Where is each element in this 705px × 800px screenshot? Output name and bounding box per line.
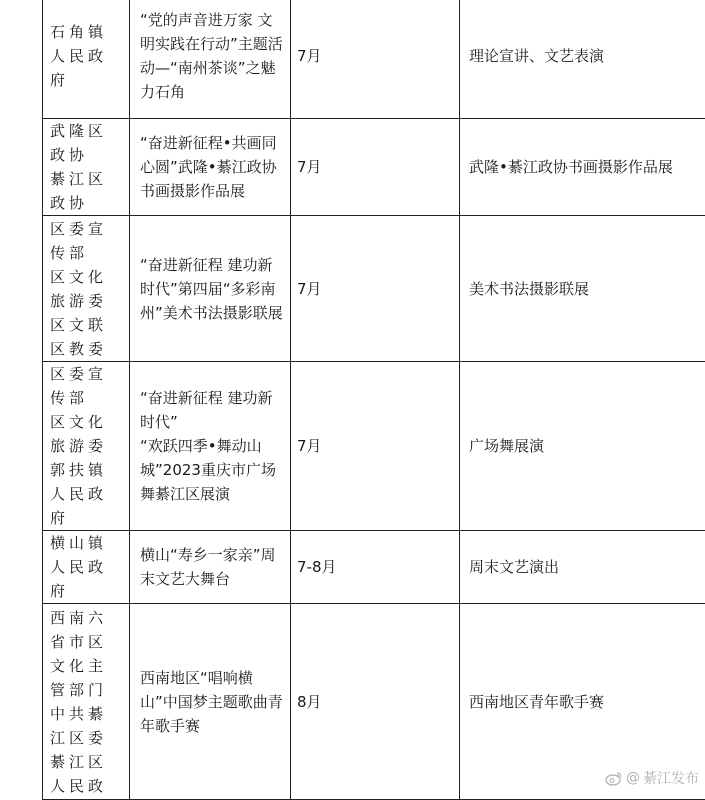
time-cell: 7月 <box>291 362 460 531</box>
organizer-cell: 区委宣 传部 区文化 旅游委 区文联 区教委 <box>43 216 130 362</box>
organizer-cell: 横山镇 人民政 府 <box>43 531 130 604</box>
organizer-cell: 石角镇 人民政 府 <box>43 0 130 119</box>
watermark-at: @ <box>626 770 640 786</box>
weibo-watermark <box>605 768 699 788</box>
activity-name-cell: “奋进新征程 建功新时代” “欢跃四季•舞动山城”2023重庆市广场舞綦江区展演 <box>130 362 291 531</box>
content-cell: 理论宣讲、文艺表演 <box>460 0 705 119</box>
time-cell: 7月 <box>291 119 460 216</box>
table-row <box>43 531 705 604</box>
activity-name-cell: “党的声音进万家 文明实践在行动”主题活动—“南州茶谈”之魅力石角 <box>130 0 291 119</box>
table-row <box>43 0 705 119</box>
organizer-cell: 西南六 省市区 文化主 管部门 中共綦 江区委 綦江区 人民政 <box>43 604 130 800</box>
content-cell: 美术书法摄影联展 <box>460 216 705 362</box>
table-row <box>43 362 705 531</box>
content-cell: 周末文艺演出 <box>460 531 705 604</box>
activity-name-cell: 横山“寿乡一家亲”周末文艺大舞台 <box>130 531 291 604</box>
table-row <box>43 216 705 362</box>
activity-table <box>42 0 705 800</box>
time-cell: 8月 <box>291 604 460 800</box>
time-cell: 7月 <box>291 216 460 362</box>
time-cell: 7月 <box>291 0 460 119</box>
table-row <box>43 119 705 216</box>
organizer-cell: 武隆区 政协 綦江区 政协 <box>43 119 130 216</box>
activity-name-cell: “奋进新征程 建功新时代”第四届“多彩南州”美术书法摄影联展 <box>130 216 291 362</box>
activity-name-cell: “奋进新征程•共画同心圆”武隆•綦江政协书画摄影作品展 <box>130 119 291 216</box>
watermark-text: 綦江发布 <box>643 768 699 788</box>
weibo-icon <box>605 771 623 786</box>
content-cell: 武隆•綦江政协书画摄影作品展 <box>460 119 705 216</box>
content-cell: 广场舞展演 <box>460 362 705 531</box>
organizer-cell: 区委宣 传部 区文化 旅游委 郭扶镇 人民政 府 <box>43 362 130 531</box>
time-cell: 7-8月 <box>291 531 460 604</box>
content-cell: 西南地区青年歌手赛 <box>460 604 705 800</box>
activity-name-cell: 西南地区“唱响横山”中国梦主题歌曲青年歌手赛 <box>130 604 291 800</box>
